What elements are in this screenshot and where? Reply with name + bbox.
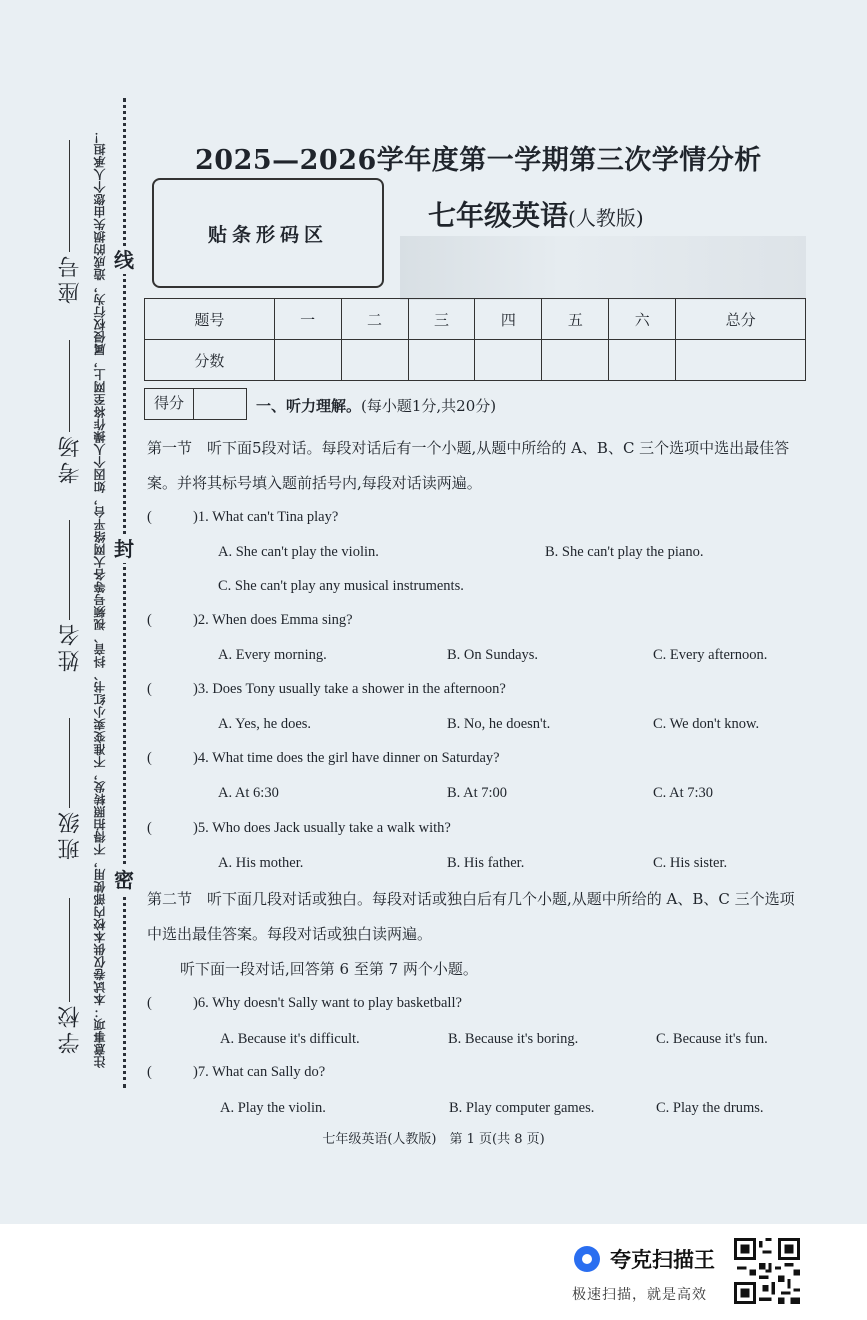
field-school xyxy=(50,898,90,1054)
barcode-area-label: 贴条形码区 xyxy=(207,223,328,246)
scanner-slogan: 极速扫描，就是高效 xyxy=(572,1287,707,1303)
question-5: ( )5. Who does Jack usually take a walk with? xyxy=(147,820,451,836)
table-cell: 一 xyxy=(274,299,341,340)
option-a: A. She can't play the violin. xyxy=(218,544,379,560)
score-table xyxy=(144,298,806,381)
question-3: ( )3. Does Tony usually take a shower in the afternoon? xyxy=(147,681,506,697)
table-cell: 五 xyxy=(542,299,609,340)
quark-logo-icon xyxy=(574,1246,600,1272)
scanner-name: 夸克扫描王 xyxy=(610,1248,715,1272)
option-c: C. We don't know. xyxy=(653,716,760,732)
option-c: C. His sister. xyxy=(653,855,728,871)
question-2: ( )2. When does Emma sing? xyxy=(147,612,353,628)
score-input-cell xyxy=(542,340,609,381)
field-label: 学校 xyxy=(57,1002,83,1054)
option-b: B. Play computer games. xyxy=(449,1100,595,1116)
field-name xyxy=(50,520,90,672)
binding-notice: 注意事项：本试卷仅供本校内部使用，不得拍照转发，不准变卖小红书、抖音、视频号等各大网络平台，如因个人操作将至网上，属侵权行为，造成的损失由您个人承担！ xyxy=(93,130,107,1068)
barcode-area xyxy=(152,178,384,288)
cut-word-line: 线 xyxy=(114,248,134,272)
table-cell: 三 xyxy=(408,299,475,340)
question-6: ( )6. Why doesn't Sally want to play basketball? xyxy=(147,995,462,1011)
exam-title: 2025—2026学年度第一学期第三次学情分析 xyxy=(195,145,762,176)
option-c: C. Because it's fun. xyxy=(656,1031,768,1047)
option-c: C. Play the drums. xyxy=(656,1100,764,1116)
score-input-cell xyxy=(475,340,542,381)
option-c: C. Every afternoon. xyxy=(653,647,768,663)
score-table-header-row xyxy=(145,299,806,340)
qr-code-icon xyxy=(734,1238,800,1304)
table-cell: 分数 xyxy=(145,340,275,381)
scan-shadow xyxy=(400,236,806,300)
option-b: B. Because it's boring. xyxy=(448,1031,579,1047)
option-b: B. On Sundays. xyxy=(447,647,539,663)
table-cell: 六 xyxy=(609,299,676,340)
exam-subject xyxy=(428,194,644,234)
table-cell: 题号 xyxy=(145,299,275,340)
scanner-brand xyxy=(570,1240,740,1310)
table-cell: 总分 xyxy=(676,299,806,340)
score-input-cell xyxy=(676,340,806,381)
option-c: C. At 7:30 xyxy=(653,785,714,801)
option-a: A. Because it's difficult. xyxy=(220,1031,360,1047)
cut-word-seal: 封 xyxy=(114,537,134,561)
option-c: C. She can't play any musical instruments. xyxy=(218,578,464,594)
field-label: 座号 xyxy=(57,252,83,304)
option-a: A. At 6:30 xyxy=(218,785,279,801)
field-seat-number xyxy=(50,140,90,304)
field-label: 班级 xyxy=(57,808,83,860)
option-a: A. Yes, he does. xyxy=(218,716,312,732)
option-b: B. His father. xyxy=(447,855,525,871)
cut-word-secret: 密 xyxy=(114,868,134,892)
section-score-box xyxy=(144,388,247,420)
option-b: B. She can't play the piano. xyxy=(545,544,704,560)
option-a: A. Play the violin. xyxy=(220,1100,326,1116)
option-b: B. At 7:00 xyxy=(447,785,508,801)
subject-name: 七年级英语 xyxy=(428,199,569,232)
score-input-cell xyxy=(274,340,341,381)
score-input-cell xyxy=(609,340,676,381)
table-cell: 四 xyxy=(475,299,542,340)
table-cell: 二 xyxy=(341,299,408,340)
field-class xyxy=(50,718,90,860)
score-table-score-row xyxy=(145,340,806,381)
score-input-cell xyxy=(341,340,408,381)
dialogue-instructions: 听下面一段对话,回答第 6 至第 7 两个小题。 xyxy=(180,960,478,978)
question-7: ( )7. What can Sally do? xyxy=(147,1064,326,1080)
score-input-cell xyxy=(408,340,475,381)
field-label: 姓名 xyxy=(57,620,83,672)
field-exam-room xyxy=(50,340,90,484)
page-footer: 七年级英语(人教版) 第 1 页(共 8 页) xyxy=(322,1132,545,1147)
section-score-value xyxy=(194,389,246,419)
question-1: ( )1. What can't Tina play? xyxy=(147,509,339,525)
subject-edition: (人教版) xyxy=(568,206,644,230)
option-a: A. Every morning. xyxy=(218,647,327,663)
part2-instructions: 第二节 听下面几段对话或独白。每段对话或独白后有几个小题,从题中所给的 A、B、C 三个选项中选出最佳答案。每段对话或独白读两遍。 xyxy=(147,890,795,943)
section-score-label: 得分 xyxy=(145,389,194,419)
section-title: 一、听力理解。(每小题1分,共20分) xyxy=(256,397,497,415)
field-label: 考场 xyxy=(57,432,83,484)
question-4: ( )4. What time does the girl have dinner on Saturday? xyxy=(147,750,500,766)
option-a: A. His mother. xyxy=(218,855,304,871)
option-b: B. No, he doesn't. xyxy=(447,716,551,732)
part1-instructions: 第一节 听下面5段对话。每段对话后有一个小题,从题中所给的 A、B、C 三个选项中选出最佳答案。并将其标号填入题前括号内,每段对话读两遍。 xyxy=(147,439,790,492)
